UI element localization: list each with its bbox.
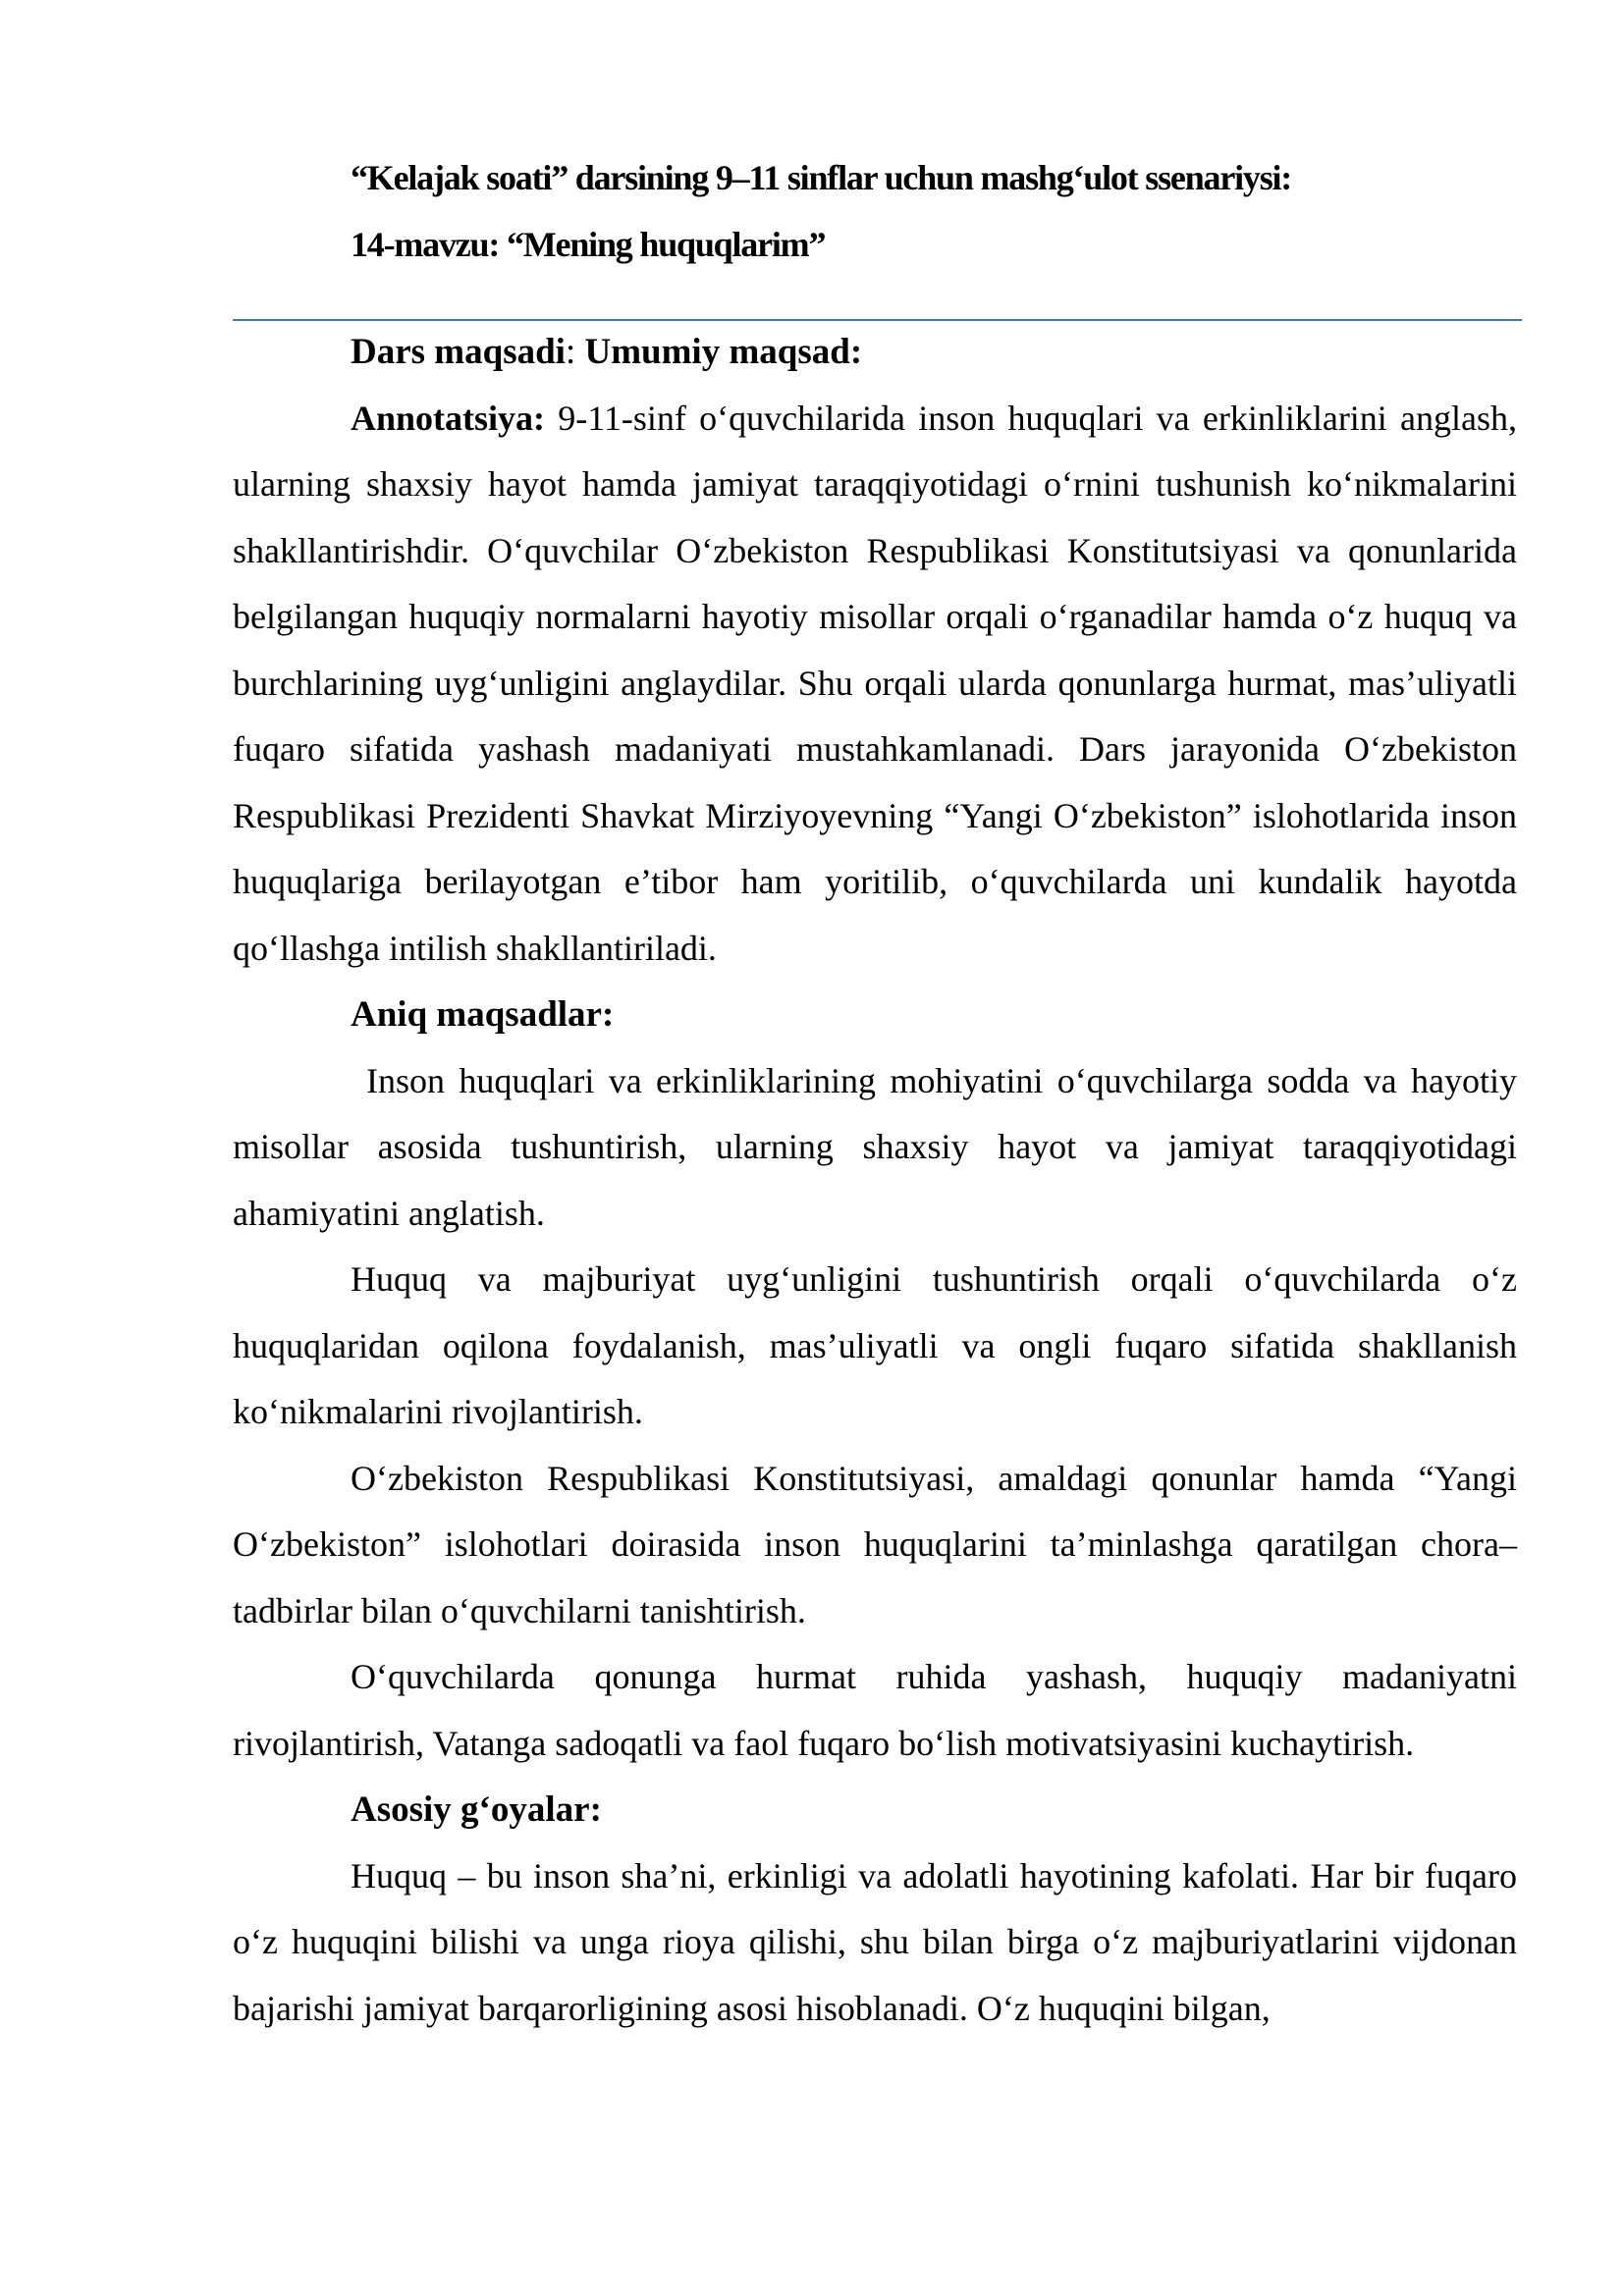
document-body: [233, 319, 1517, 2042]
annotatsiya-label: Annotatsiya:: [351, 398, 546, 438]
goal-item: Huquq va majburiyat uyg‘unligini tushuntirish orqali o‘quvchilarda o‘z huquqlaridan oqilona foydalanish, mas’uliyatli va ongli fuqaro sifatida shakllanish ko‘nikmalarini rivojlantirish.: [233, 1259, 1517, 1431]
asosiy-goyalar-heading: Asosiy g‘oyalar:: [351, 1789, 602, 1830]
goal-item: O‘quvchilarda qonunga hurmat ruhida yashash, huquqiy madaniyatni rivojlantirish, Vatanga sadoqatli va faol fuqaro bo‘lish motivatsiyasini kuchaytirish.: [233, 1657, 1517, 1763]
asosiy-goyalar-paragraph: Huquq – bu inson sha’ni, erkinligi va adolatli hayotining kafolati. Har bir fuqaro o‘z huquqini bilishi va unga rioya qilishi, shu bilan birga o‘z majburiyatlarini vijdonan bajarishi jamiyat barqarorligining asosi hisoblanadi. O‘z huquqini bilgan,: [233, 1855, 1517, 2028]
annotatsiya-text: 9-11-sinf o‘quvchilarida inson huquqlari va erkinliklarini anglash, ularning shaxsiy hayot hamda jamiyat taraqqiyotidagi o‘rnini tushunish ko‘nikmalarini shakllantirishdir. O‘quvchilar O‘zbekiston Respublikasi Konstitutsiyasi va qonunlarida belgilangan huquqiy normalarni hayotiy misollar orqali o‘rganadilar hamda o‘z huquq va burchlarining uyg‘unligini anglaydilar. Shu orqali ularda qonunlarga hurmat, mas’uliyatli fuqaro sifatida yashash madaniyati mustahkamlanadi. Dars jarayonida O‘zbekiston Respublikasi Prezidenti Shavkat Mirziyoyevning “Yangi O‘zbekiston” islohotlarida inson huquqlariga berilayotgan e’tibor ham yoritilib, o‘quvchilarda uni kundalik hayotda qo‘llashga intilish shakllantiriladi.: [233, 398, 1517, 968]
aniq-maqsadlar-heading: Aniq maqsadlar:: [351, 994, 615, 1035]
goal-item: O‘zbekiston Respublikasi Konstitutsiyasi, amaldagi qonunlar hamda “Yangi O‘zbekiston” islohotlari doirasida inson huquqlarini ta’minlashga qaratilgan chora–tadbirlar bilan o‘quvchilarni tanishtirish.: [233, 1458, 1517, 1630]
dars-maqsadi-line: [233, 319, 1517, 386]
topic-title: 14-mavzu: “Mening huquqlarim”: [351, 225, 826, 264]
dars-maqsadi-label: Dars maqsadi: [351, 332, 566, 372]
umumiy-maqsad-label: Umumiy maqsad:: [584, 332, 863, 372]
document-title: “Kelajak soati” darsining 9–11 sinflar uchun mashg‘ulot ssenariysi:: [351, 158, 1292, 197]
goal-item: Inson huquqlari va erkinliklarining mohiyatini o‘quvchilarga sodda va hayotiy misollar asosida tushuntirish, ularning shaxsiy hayot va jamiyat taraqqiyotidagi ahamiyatini anglatish.: [233, 1060, 1517, 1233]
dars-maqsadi-colon: :: [565, 332, 585, 372]
annotatsiya-paragraph: [233, 386, 1517, 983]
